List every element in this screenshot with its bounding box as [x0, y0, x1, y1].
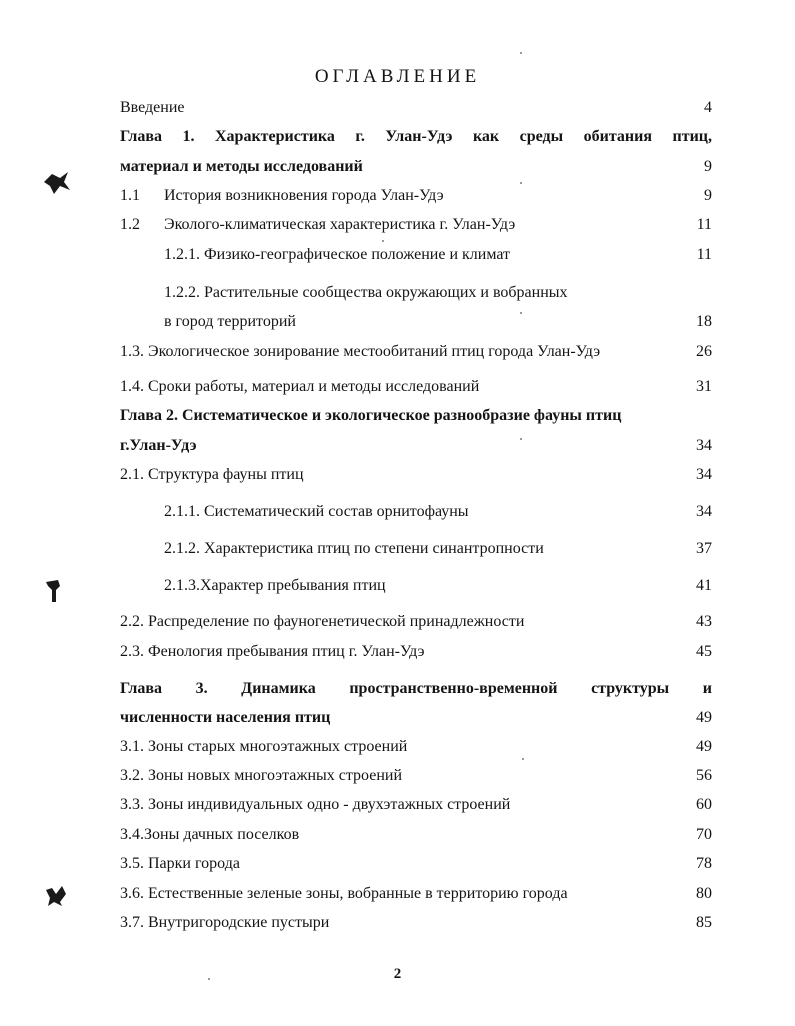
toc-entry-page: 4 [704, 99, 712, 116]
toc-entry-page: 60 [696, 796, 712, 813]
toc-entry-2-1[interactable] [120, 463, 712, 487]
toc-entry-page: 49 [696, 738, 712, 755]
toc-entry-page: 43 [696, 613, 712, 630]
toc-entry-1-2-2-line2[interactable] [120, 310, 712, 334]
toc-entry-text: 2.1.1. Систематический состав орнитофауны [164, 503, 469, 520]
toc-entry-2-1-2[interactable] [120, 537, 712, 561]
toc-entry-text: 2.1.3.Характер пребывания птиц [164, 577, 386, 594]
toc-chapter-3-heading-line2[interactable] [120, 706, 712, 730]
toc-entry-text: 2.2. Распределение по фауногенетической принадлежности [120, 613, 525, 630]
toc-entry-1-2[interactable] [120, 213, 712, 237]
toc-entry-page: 49 [696, 709, 712, 726]
toc-entry-text: 1.2.1. Физико-географическое положение и климат [164, 246, 511, 263]
toc-entry-page: 31 [696, 378, 712, 395]
toc-entry-text: Введение [120, 99, 185, 116]
toc-entry-3-2[interactable] [120, 764, 712, 788]
toc-entry-3-5[interactable] [120, 852, 712, 876]
toc-entry-text: 3.5. Парки города [120, 855, 240, 872]
toc-entry-2-2[interactable] [120, 610, 712, 634]
scan-speck [520, 52, 522, 54]
toc-entry-page: 9 [704, 187, 712, 204]
scan-speck [382, 240, 384, 242]
toc-entry-3-7[interactable] [120, 911, 712, 935]
toc-entry-text: 3.6. Естественные зеленые зоны, вобранные в территорию города [120, 885, 568, 902]
toc-chapter-2-heading-line2[interactable] [120, 434, 712, 458]
toc-entry-text: 1.3. Экологическое зонирование местообитаний птиц города Улан-Удэ [120, 343, 601, 360]
toc-entry-page: 26 [696, 343, 712, 360]
toc-entry-1-3[interactable] [120, 340, 712, 364]
toc-entry-text: 1.4. Сроки работы, материал и методы исследований [120, 378, 480, 395]
toc-entry-page: 56 [696, 767, 712, 784]
toc-entry-3-6[interactable] [120, 882, 712, 906]
toc-entry-intro[interactable] [120, 96, 712, 120]
toc-entry-page: 34 [696, 437, 712, 454]
toc-entry-page: 78 [696, 855, 712, 872]
scan-speck [522, 758, 524, 760]
toc-entry-3-4[interactable] [120, 823, 712, 847]
scan-speck [208, 978, 210, 980]
toc-chapter-1-heading-line2[interactable] [120, 155, 712, 179]
toc-entry-1-2-2-line1[interactable] [120, 281, 712, 305]
toc-entry-text: численности населения птиц [120, 709, 331, 726]
toc-entry-text: материал и методы исследований [120, 158, 363, 175]
toc-entry-text: 3.3. Зоны индивидуальных одно - двухэтажных строений [120, 796, 511, 813]
toc-entry-2-1-3[interactable] [120, 574, 712, 598]
page-title: ОГЛАВЛЕНИЕ [314, 66, 481, 87]
toc-entry-page: 41 [696, 577, 712, 594]
toc-entry-text: 2.3. Фенология пребывания птиц г. Улан-Удэ [120, 643, 425, 660]
toc-entry-page: 80 [696, 885, 712, 902]
page-number: 2 [393, 966, 402, 982]
toc-entry-text: г.Улан-Удэ [120, 437, 197, 454]
toc-entry-page: 70 [696, 826, 712, 843]
toc-entry-text: Глава 1. Характеристика г. Улан-Удэ как среды обитания птиц, [120, 128, 712, 145]
toc-entry-page: 18 [696, 313, 712, 330]
scan-speck [520, 438, 522, 440]
toc-entry-page: 45 [696, 643, 712, 660]
toc-entry-page: 34 [696, 503, 712, 520]
toc-entry-text: 3.1. Зоны старых многоэтажных строений [120, 738, 408, 755]
scan-speck [520, 182, 522, 184]
scan-artifact-mark [40, 168, 74, 198]
toc-entry-text: 3.2. Зоны новых многоэтажных строений [120, 767, 403, 784]
toc-entry-text: 2.1.2. Характеристика птиц по степени синантропности [164, 540, 544, 557]
toc-entry-number: 1.2 [120, 216, 140, 233]
toc-entry-page: 85 [696, 914, 712, 931]
scan-speck [520, 312, 522, 314]
toc-entry-text: 1.2.2. Растительные сообщества окружающих и вобранных [164, 284, 568, 301]
toc-entry-1-4[interactable] [120, 375, 712, 399]
toc-entry-page: 11 [696, 216, 712, 233]
scan-artifact-mark [42, 884, 70, 908]
toc-entry-3-1[interactable] [120, 735, 712, 759]
toc-entry-text: в город территорий [164, 313, 296, 330]
toc-entry-2-1-1[interactable] [120, 500, 712, 524]
toc-chapter-3-heading-line1[interactable] [120, 677, 712, 701]
toc-entry-text: 3.7. Внутригородские пустыри [120, 914, 330, 931]
toc-entry-page: 11 [696, 246, 712, 263]
toc-entry-page: 34 [696, 466, 712, 483]
toc-chapter-1-heading-line1[interactable] [120, 125, 712, 149]
toc-entry-2-3[interactable] [120, 640, 712, 664]
toc-entry-text: История возникновения города Улан-Удэ [164, 187, 444, 204]
toc-entry-3-3[interactable] [120, 793, 712, 817]
toc-entry-text: Глава 3. Динамика пространственно-временной структуры и [120, 680, 712, 697]
toc-entry-text: Глава 2. Систематическое и экологическое разнообразие фауны птиц [120, 407, 622, 424]
toc-entry-page: 9 [704, 158, 712, 175]
toc-entry-text: 3.4.Зоны дачных поселков [120, 826, 300, 843]
toc-chapter-2-heading-line1[interactable] [120, 404, 712, 428]
toc-entry-page: 37 [696, 540, 712, 557]
scan-artifact-mark [44, 578, 66, 604]
toc-entry-1-1[interactable] [120, 184, 712, 208]
toc-entry-number: 1.1 [120, 187, 140, 204]
toc-entry-text: 2.1. Структура фауны птиц [120, 466, 304, 483]
toc-entry-1-2-1[interactable] [120, 243, 712, 267]
toc-entry-text: Эколого-климатическая характеристика г. Улан-Удэ [164, 216, 516, 233]
